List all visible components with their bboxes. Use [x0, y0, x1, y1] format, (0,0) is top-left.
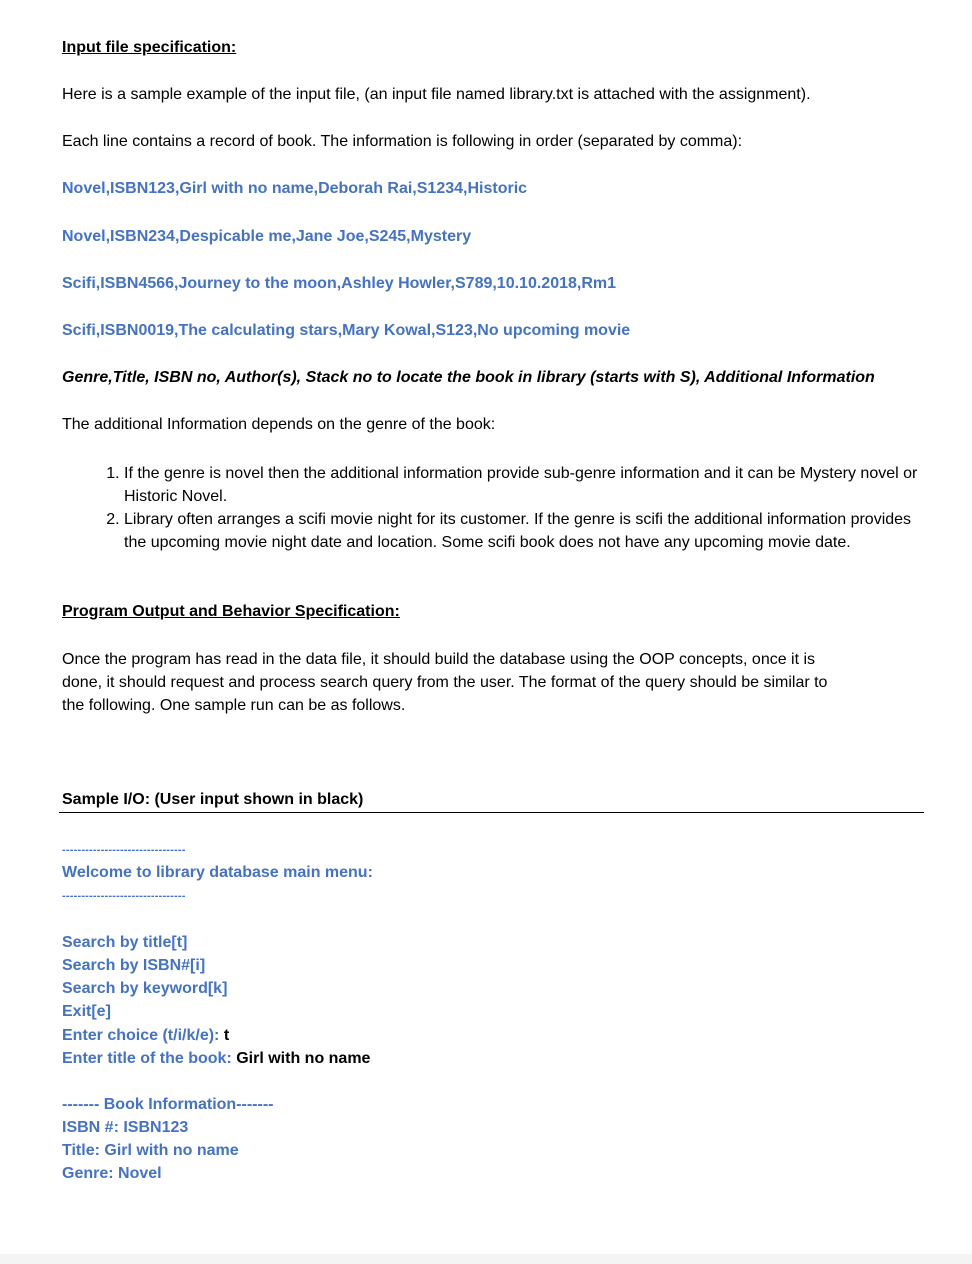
- menu-item-title: Search by title[t]: [62, 934, 188, 951]
- title-line: [62, 1049, 370, 1069]
- divider-line: [59, 812, 924, 813]
- sample-record-3: Scifi,ISBN4566,Journey to the moon,Ashley Howler,S789,10.10.2018,Rm1: [62, 275, 617, 292]
- paragraph-line: Once the program has read in the data file, it should build the database using the OOP concepts, once it is: [62, 651, 816, 668]
- section-heading-input-file: Input file specification:: [62, 39, 237, 56]
- section-heading-program-output: Program Output and Behavior Specification:: [62, 603, 400, 620]
- genre-rules-list: [92, 462, 924, 554]
- additional-info-text: The additional Information depends on the genre of the book:: [62, 416, 496, 433]
- sample-record-2: Novel,ISBN234,Despicable me,Jane Joe,S245,Mystery: [62, 228, 472, 245]
- paragraph-line: done, it should request and process search query from the user. The format of the query should be similar to: [62, 674, 828, 691]
- list-item: 1. If the genre is novel then the additional information provide sub-genre information and it can be Mystery novel or Historic Novel.: [124, 462, 924, 508]
- welcome-text: Welcome to library database main menu:: [62, 864, 373, 881]
- choice-input: t: [223, 1027, 230, 1044]
- sample-io-heading: Sample I/O: (User input shown in black): [62, 791, 364, 808]
- intro-text: Here is a sample example of the input file, (an input file named library.txt is attached with the assignment).: [62, 86, 811, 103]
- book-info-genre: Genre: Novel: [62, 1165, 162, 1182]
- sample-record-1: Novel,ISBN123,Girl with no name,Deborah Rai,S1234,Historic: [62, 180, 528, 197]
- title-input: Girl with no name: [236, 1050, 371, 1067]
- menu-item-exit: Exit[e]: [62, 1003, 111, 1020]
- page-footer-band: [0, 1254, 972, 1264]
- book-info-header: ------- Book Information-------: [62, 1096, 274, 1113]
- record-description: Each line contains a record of book. The information is following in order (separated by comma):: [62, 133, 743, 150]
- menu-item-keyword: Search by keyword[k]: [62, 980, 228, 997]
- dash-separator: --------------------------------: [62, 890, 186, 902]
- paragraph-line: the following. One sample run can be as follows.: [62, 697, 406, 714]
- choice-line: [62, 1026, 229, 1046]
- sample-record-4: Scifi,ISBN0019,The calculating stars,Mary Kowal,S123,No upcoming movie: [62, 322, 631, 339]
- book-info-title: Title: Girl with no name: [62, 1142, 239, 1159]
- dash-separator: --------------------------------: [62, 844, 186, 856]
- choice-prompt: Enter choice (t/i/k/e):: [62, 1027, 224, 1044]
- record-format: Genre,Title, ISBN no, Author(s), Stack no to locate the book in library (starts with S), Additional Information: [62, 369, 875, 386]
- title-prompt: Enter title of the book:: [62, 1050, 237, 1067]
- book-info-isbn: ISBN #: ISBN123: [62, 1119, 189, 1136]
- list-item: 2. Library often arranges a scifi movie night for its customer. If the genre is scifi the additional information provides the upcoming movie night date and location. Some scifi book does not have any upcoming movie date.: [124, 508, 924, 554]
- menu-item-isbn: Search by ISBN#[i]: [62, 957, 206, 974]
